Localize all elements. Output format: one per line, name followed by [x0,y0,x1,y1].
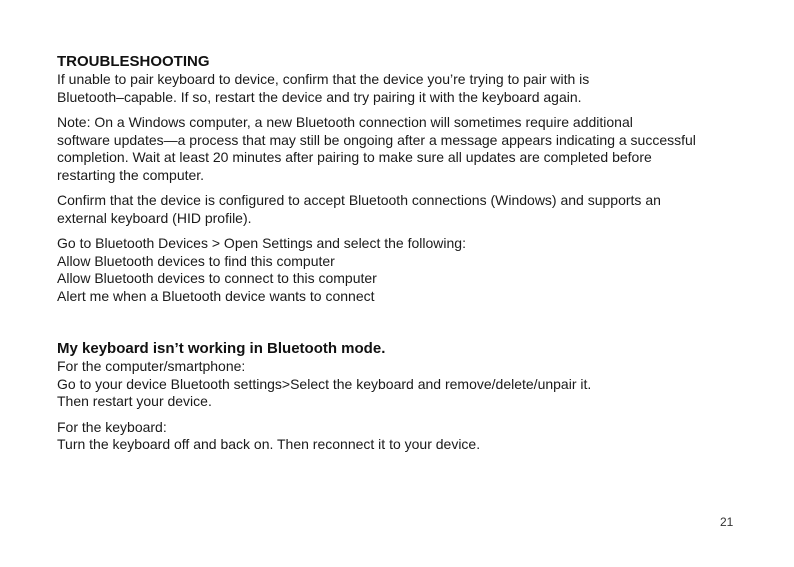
note-paragraph [57,114,737,184]
note-line: software updates—a process that may still be ongoing after a message appears indicating a successful [57,131,696,148]
page-number: 21 [720,515,734,529]
settings-option: Allow Bluetooth devices to find this computer [57,252,335,269]
confirm-paragraph [57,192,737,227]
intro-line: Bluetooth–capable. If so, restart the device and try pairing it with the keyboard again. [57,88,582,105]
note-line: Note: On a Windows computer, a new Bluetooth connection will sometimes require additional [57,114,633,130]
computer-line: Go to your device Bluetooth settings>Select the keyboard and remove/delete/unpair it. [57,375,592,392]
keyboard-line: For the keyboard: [57,418,167,435]
settings-instruction: Go to Bluetooth Devices > Open Settings and select the following: [57,235,466,251]
settings-option: Allow Bluetooth devices to connect to this computer [57,270,377,286]
note-line: completion. Wait at least 20 minutes after pairing to make sure all updates are completed before [57,149,652,165]
document-page [57,53,737,454]
intro-paragraph [57,71,737,106]
computer-line: For the computer/smartphone: [57,358,246,374]
confirm-line: external keyboard (HID profile). [57,209,252,226]
settings-paragraph [57,235,737,305]
settings-option: Alert me when a Bluetooth device wants to connect [57,287,375,304]
computer-line: Then restart your device. [57,393,212,409]
troubleshooting-heading: TROUBLESHOOTING [57,53,210,70]
note-line: restarting the computer. [57,166,205,183]
keyboard-line: Turn the keyboard off and back on. Then reconnect it to your device. [57,436,481,452]
intro-line: If unable to pair keyboard to device, confirm that the device you’re trying to pair with is [57,71,590,87]
computer-paragraph [57,358,737,411]
keyboard-paragraph [57,419,737,454]
confirm-line: Confirm that the device is configured to accept Bluetooth connections (Windows) and supports an [57,192,661,208]
bluetooth-mode-heading: My keyboard isn’t working in Bluetooth mode. [57,340,386,357]
